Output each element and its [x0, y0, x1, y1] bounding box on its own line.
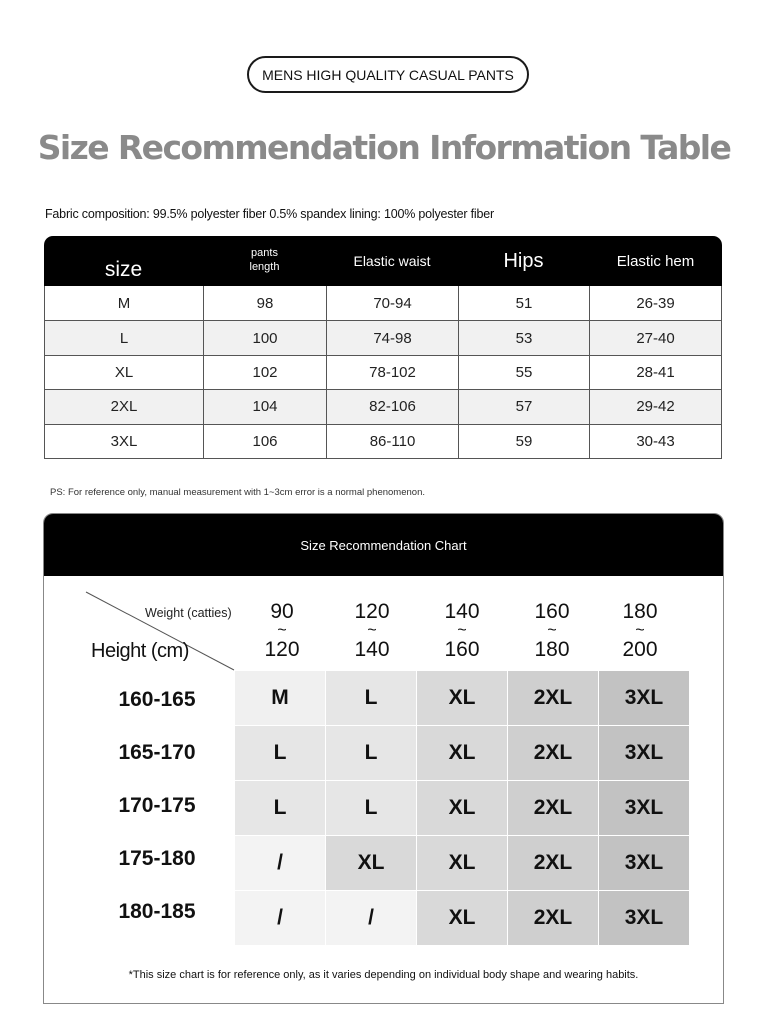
weight-range-from: 140	[444, 600, 480, 623]
table-cell: 29-42	[589, 390, 721, 423]
height-axis-label: Height (cm)	[91, 640, 189, 662]
table-cell: 55	[458, 356, 589, 389]
table-cell: 2XL	[110, 398, 138, 416]
size-recommendation-chart	[43, 513, 724, 1004]
table-cell: 98	[203, 286, 326, 320]
chart-footnote: *This size chart is for reference only, as it varies depending on individual body shape and wearing habits.	[128, 969, 639, 981]
weight-range-to: 180	[534, 638, 570, 661]
table-cell: 74-98	[326, 321, 458, 354]
header-length-line1: pants	[251, 247, 278, 259]
table-cell: 86-110	[326, 425, 458, 458]
size-cell: L	[235, 781, 325, 835]
header-length-line2: length	[249, 261, 280, 273]
size-cell: 3XL	[599, 726, 689, 780]
table-cell: 82-106	[326, 390, 458, 423]
weight-range-header	[417, 600, 507, 662]
size-cell: /	[235, 891, 325, 945]
weight-range-to: 160	[444, 638, 480, 661]
weight-range-tilde: ~	[367, 622, 377, 639]
table-cell: 59	[458, 425, 589, 458]
table-cell: 57	[458, 390, 589, 423]
product-badge: MENS HIGH QUALITY CASUAL PANTS	[247, 56, 529, 93]
weight-range-header	[327, 600, 417, 662]
size-cell: L	[326, 781, 416, 835]
weight-range-from: 160	[534, 600, 570, 623]
size-cell: L	[326, 726, 416, 780]
weight-range-tilde: ~	[635, 622, 645, 639]
table-cell: 102	[203, 356, 326, 389]
table-cell: XL	[114, 363, 134, 381]
table-cell: L	[119, 329, 129, 347]
weight-range-tilde: ~	[547, 622, 557, 639]
size-cell: 3XL	[599, 781, 689, 835]
weight-range-from: 180	[622, 600, 658, 623]
header-elastic-hem: Elastic hem	[616, 252, 695, 270]
table-cell: 27-40	[589, 321, 721, 354]
height-range-label: 165-170	[118, 741, 196, 764]
size-cell: L	[235, 726, 325, 780]
size-cell: 2XL	[508, 891, 598, 945]
table-cell: M	[117, 294, 131, 312]
size-cell: /	[235, 836, 325, 890]
table-row	[45, 424, 721, 458]
size-table-body	[44, 286, 722, 459]
header-pants-length	[203, 236, 326, 286]
table-cell: 100	[203, 321, 326, 354]
size-cell: XL	[417, 781, 507, 835]
height-range-label: 175-180	[118, 847, 196, 870]
table-cell: 78-102	[326, 356, 458, 389]
height-range-label: 180-185	[118, 900, 196, 923]
weight-range-to: 200	[622, 638, 658, 661]
page-title: Size Recommendation Information Table	[37, 128, 731, 167]
size-cell: 2XL	[508, 726, 598, 780]
weight-range-header	[595, 600, 685, 662]
size-table-header	[44, 236, 722, 286]
size-cell: M	[235, 671, 325, 725]
weight-axis-label: Weight (catties)	[145, 606, 232, 620]
size-cell: XL	[417, 836, 507, 890]
size-cell: /	[326, 891, 416, 945]
table-row	[45, 355, 721, 389]
height-range-label: 170-175	[118, 794, 196, 817]
size-cell: XL	[417, 891, 507, 945]
size-cell: XL	[417, 726, 507, 780]
table-cell: 26-39	[589, 286, 721, 320]
weight-range-to: 120	[264, 638, 300, 661]
weight-range-to: 140	[354, 638, 390, 661]
ps-note: PS: For reference only, manual measurement with 1~3cm error is a normal phenomenon.	[50, 487, 425, 498]
header-hips: Hips	[503, 249, 544, 272]
size-cell: XL	[417, 671, 507, 725]
weight-range-header	[507, 600, 597, 662]
header-elastic-waist: Elastic waist	[353, 253, 431, 269]
table-cell: 28-41	[589, 356, 721, 389]
size-cell: 2XL	[508, 836, 598, 890]
size-cell: 3XL	[599, 891, 689, 945]
table-cell: 104	[203, 390, 326, 423]
fabric-composition: Fabric composition: 99.5% polyester fiber 0.5% spandex lining: 100% polyester fiber	[45, 207, 494, 221]
weight-range-tilde: ~	[457, 622, 467, 639]
size-cell: 3XL	[599, 671, 689, 725]
size-cell: 2XL	[508, 781, 598, 835]
weight-range-from: 90	[270, 600, 294, 623]
table-row	[45, 389, 721, 423]
size-cell: 3XL	[599, 836, 689, 890]
table-cell: 53	[458, 321, 589, 354]
table-cell: 30-43	[589, 425, 721, 458]
height-range-label: 160-165	[118, 688, 196, 711]
table-cell: 51	[458, 286, 589, 320]
weight-range-tilde: ~	[277, 622, 287, 639]
size-table	[44, 236, 722, 459]
table-row	[45, 320, 721, 354]
table-cell: 106	[203, 425, 326, 458]
table-cell: 3XL	[110, 432, 138, 450]
chart-title: Size Recommendation Chart	[44, 514, 723, 576]
table-row	[45, 286, 721, 320]
size-cell: 2XL	[508, 671, 598, 725]
table-cell: 70-94	[326, 286, 458, 320]
weight-range-from: 120	[354, 600, 390, 623]
size-cell: L	[326, 671, 416, 725]
weight-range-header	[237, 600, 327, 662]
size-cell: XL	[326, 836, 416, 890]
header-size: size	[104, 258, 143, 281]
